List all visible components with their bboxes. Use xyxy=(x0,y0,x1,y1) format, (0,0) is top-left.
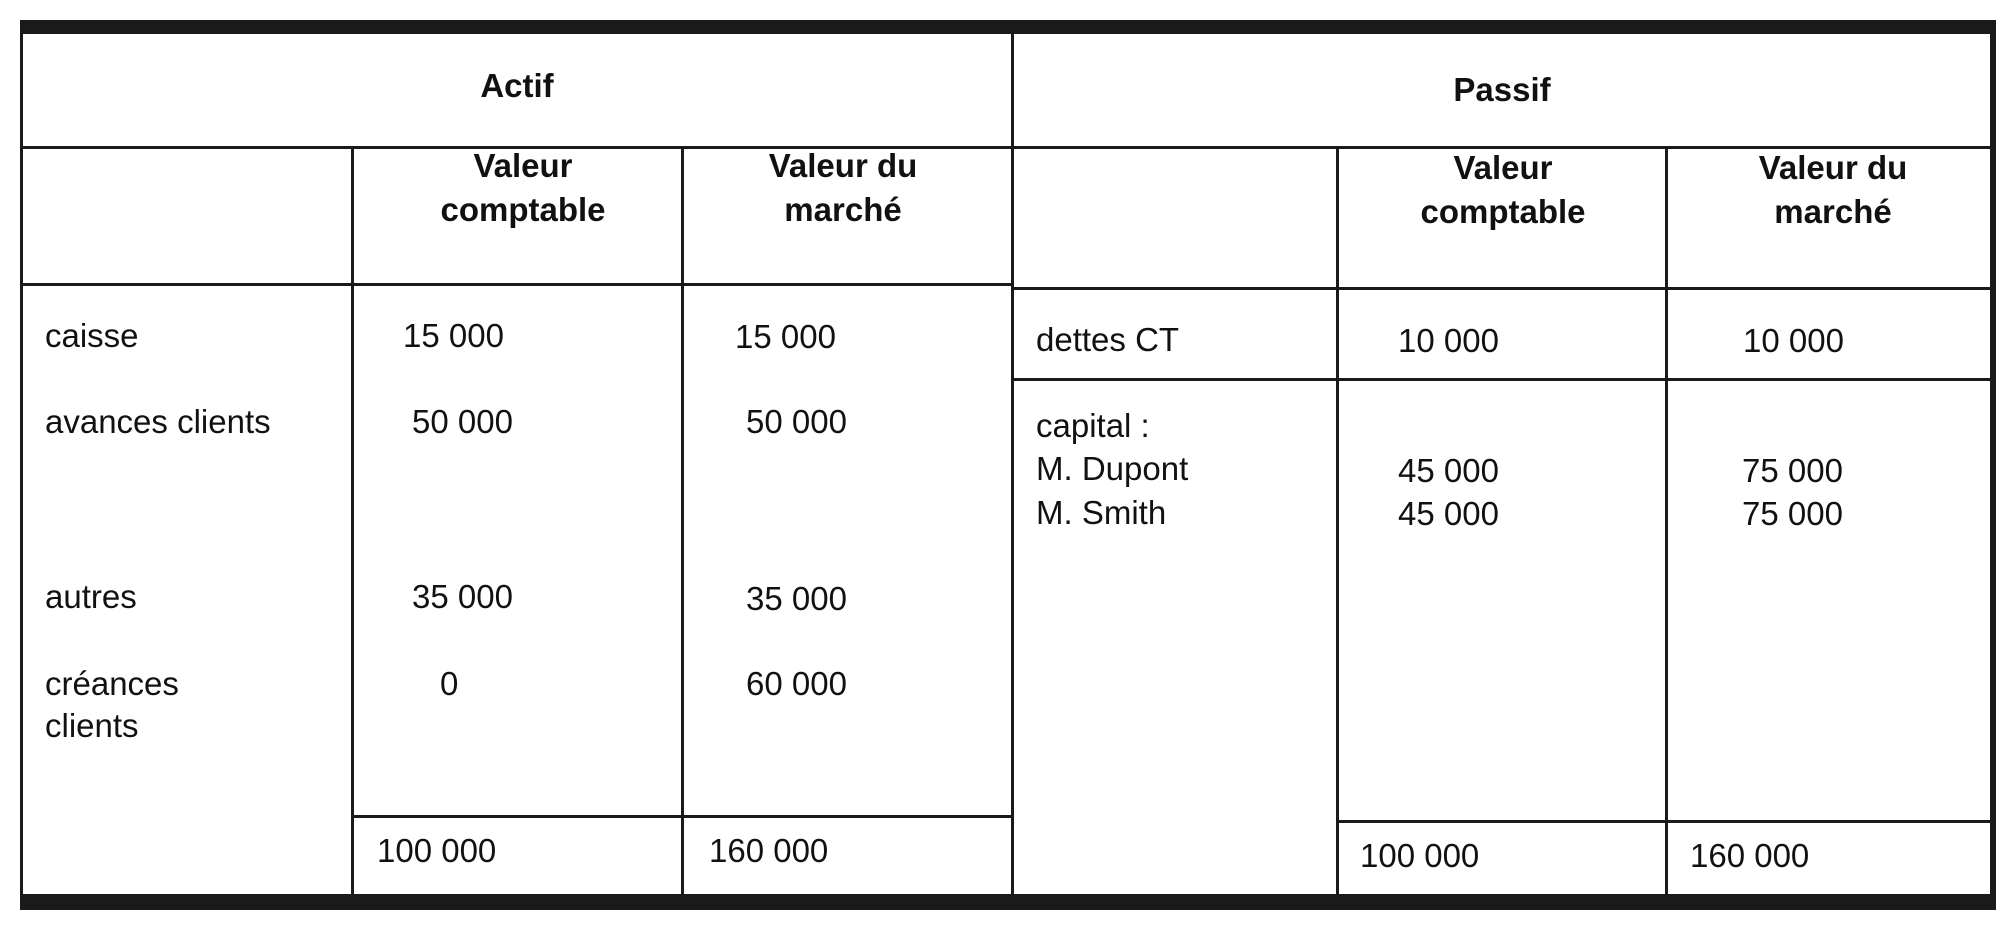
actif-row-market: 15 000 xyxy=(735,318,836,355)
rule-under-dettes xyxy=(1011,378,1990,381)
actif-row-market: 60 000 xyxy=(746,665,847,702)
rule-under-actif-headers xyxy=(23,283,1011,286)
actif-total-market: 160 000 xyxy=(709,832,829,869)
rule-under-titles xyxy=(23,146,1990,149)
rule-above-actif-totals xyxy=(351,815,1011,818)
actif-row-label: avances clients xyxy=(45,403,271,440)
passif-header-market-value: Valeur du marché xyxy=(1758,149,1908,230)
passif-dettes-label: dettes CT xyxy=(1036,321,1180,358)
divider-actif-passif xyxy=(1011,34,1014,894)
passif-capital-row-label: M. Smith xyxy=(1036,494,1167,531)
passif-capital-row-book: 45 000 xyxy=(1398,452,1499,489)
balance-sheet-table xyxy=(20,20,1996,910)
divider-actif-label-book xyxy=(351,146,354,894)
passif-capital-row-book: 45 000 xyxy=(1398,495,1499,532)
passif-header-book-value: Valeur comptable xyxy=(1420,149,1586,230)
passif-capital-label: capital : xyxy=(1036,407,1150,444)
actif-header-book-value: Valeur comptable xyxy=(440,147,606,228)
actif-header-market-value: Valeur du marché xyxy=(768,147,918,228)
passif-dettes-book: 10 000 xyxy=(1398,322,1499,359)
actif-row-book: 35 000 xyxy=(412,578,513,615)
passif-title: Passif xyxy=(1453,71,1551,108)
passif-total-book: 100 000 xyxy=(1360,837,1480,874)
passif-capital-row-market: 75 000 xyxy=(1742,452,1843,489)
passif-capital-row-label: M. Dupont xyxy=(1036,450,1189,487)
actif-row-market: 35 000 xyxy=(746,580,847,617)
actif-row-book: 0 xyxy=(440,665,459,702)
divider-passif-book-market xyxy=(1665,149,1668,894)
actif-row-label: autres xyxy=(45,578,137,615)
passif-capital-row-market: 75 000 xyxy=(1742,495,1843,532)
actif-row-label: caisse xyxy=(45,317,139,354)
divider-actif-book-market xyxy=(681,146,684,894)
passif-dettes-market: 10 000 xyxy=(1743,322,1844,359)
rule-above-passif-totals xyxy=(1336,820,1990,823)
actif-title: Actif xyxy=(480,67,554,104)
actif-row-label: créances clients xyxy=(45,665,179,744)
actif-row-market: 50 000 xyxy=(746,403,847,440)
rule-under-passif-headers xyxy=(1011,287,1990,290)
actif-total-book: 100 000 xyxy=(377,832,497,869)
actif-row-book: 15 000 xyxy=(403,317,504,354)
divider-passif-label-book xyxy=(1336,149,1339,894)
passif-total-market: 160 000 xyxy=(1690,837,1810,874)
actif-row-book: 50 000 xyxy=(412,403,513,440)
